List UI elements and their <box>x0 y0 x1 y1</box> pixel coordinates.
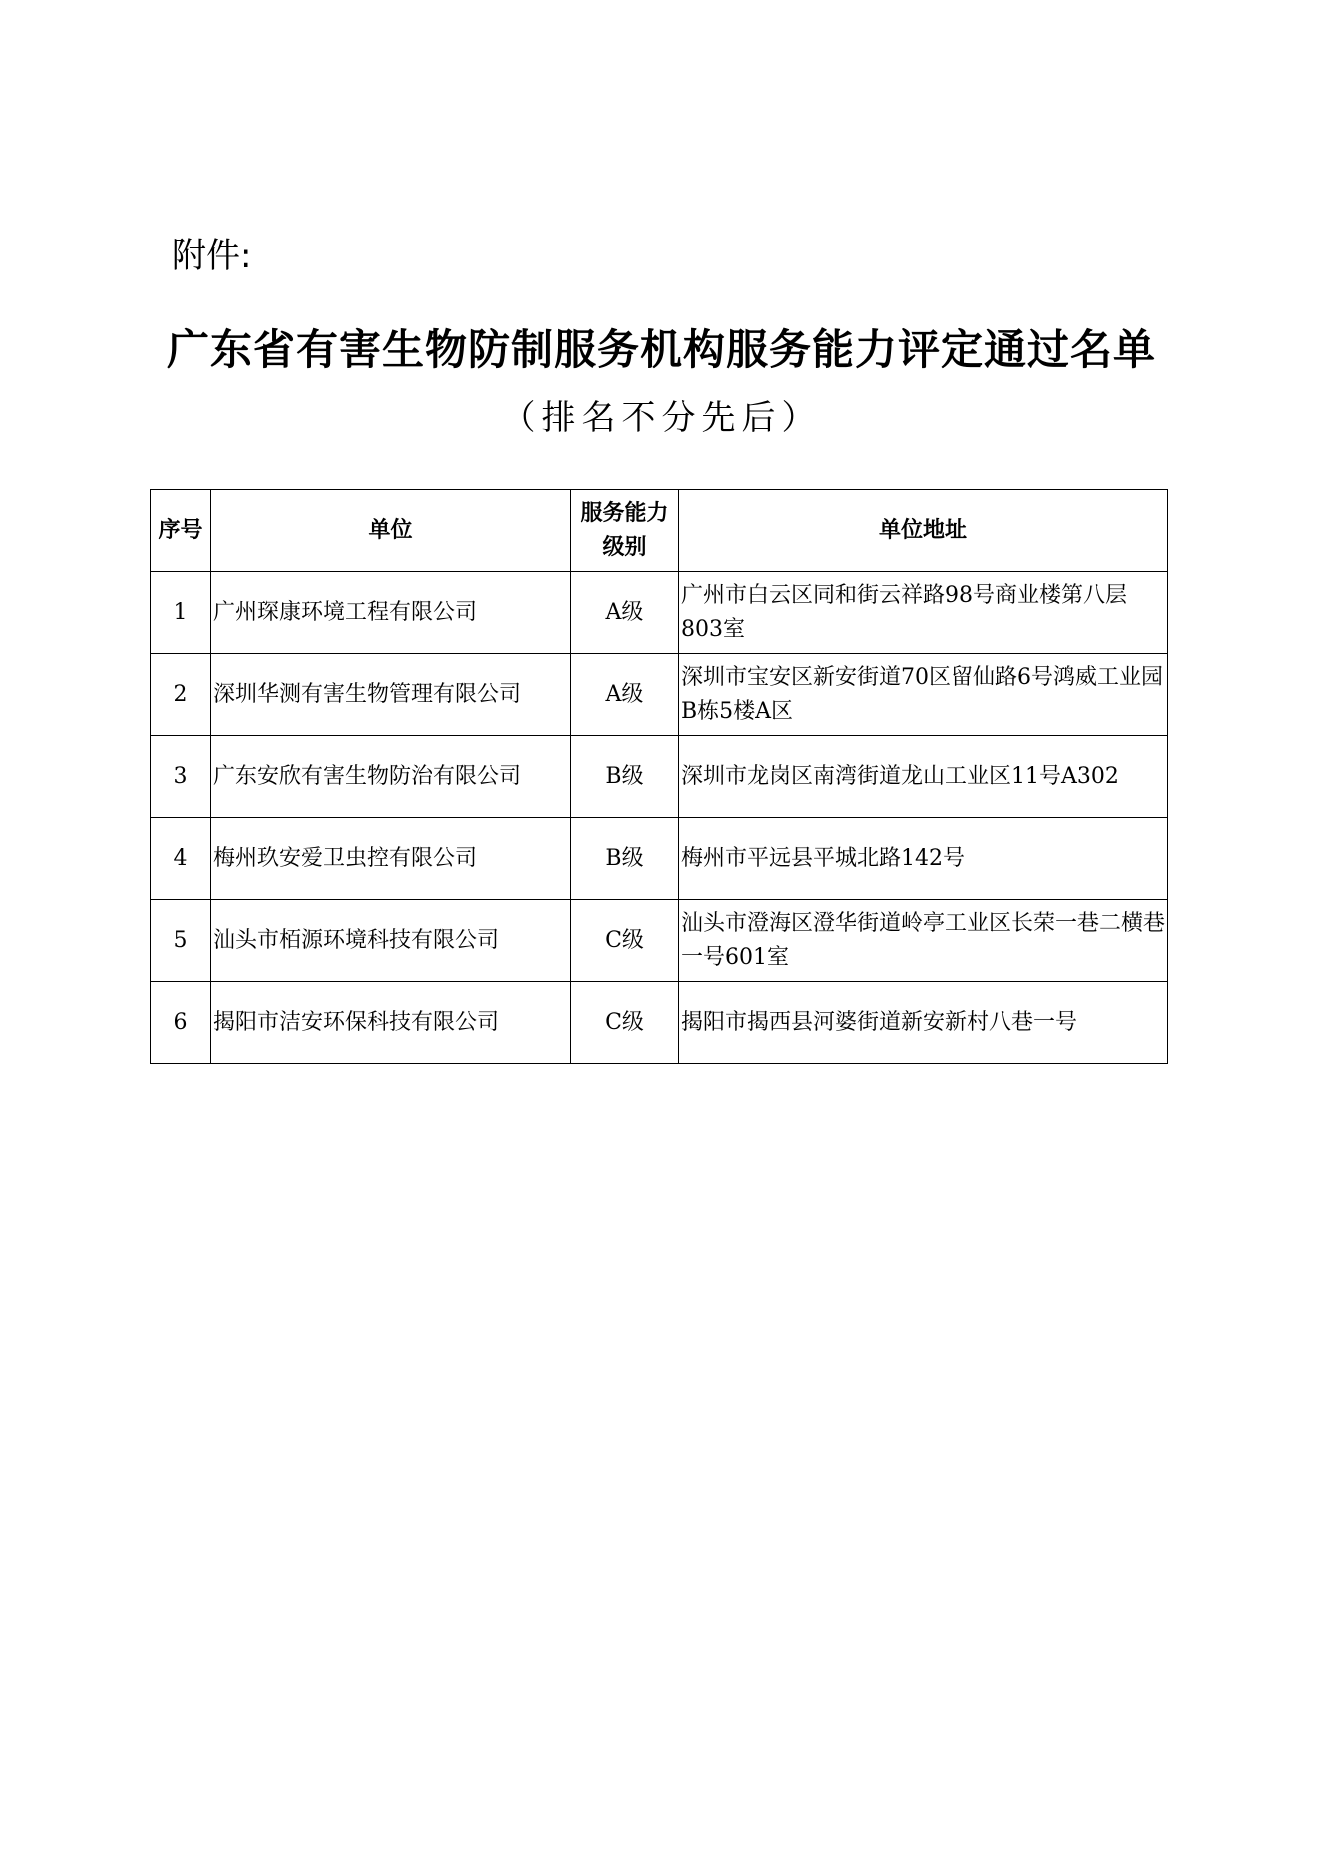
row-unit: 深圳华测有害生物管理有限公司 <box>211 654 571 736</box>
row-level: A级 <box>571 572 679 654</box>
row-unit: 广州琛康环境工程有限公司 <box>211 572 571 654</box>
institution-list-table <box>150 489 1168 1064</box>
row-unit: 广东安欣有害生物防治有限公司 <box>211 736 571 818</box>
header-no: 序号 <box>151 490 211 572</box>
row-address: 揭阳市揭西县河婆街道新安新村八巷一号 <box>679 982 1168 1064</box>
row-address: 深圳市宝安区新安街道70区留仙路6号鸿威工业园B栋5楼A区 <box>679 654 1168 736</box>
row-unit: 汕头市栢源环境科技有限公司 <box>211 900 571 982</box>
table-row <box>151 982 1168 1064</box>
row-address: 汕头市澄海区澄华街道岭亭工业区长荣一巷二横巷一号601室 <box>679 900 1168 982</box>
row-no: 5 <box>151 900 211 982</box>
row-no: 1 <box>151 572 211 654</box>
row-address: 广州市白云区同和街云祥路98号商业楼第八层803室 <box>679 572 1168 654</box>
table-row <box>151 818 1168 900</box>
row-level: C级 <box>571 982 679 1064</box>
row-level: C级 <box>571 900 679 982</box>
page-title: 广东省有害生物防制服务机构服务能力评定通过名单 <box>166 325 1156 374</box>
row-unit: 揭阳市洁安环保科技有限公司 <box>211 982 571 1064</box>
table-row <box>151 736 1168 818</box>
row-no: 6 <box>151 982 211 1064</box>
row-level: A级 <box>571 654 679 736</box>
row-no: 3 <box>151 736 211 818</box>
row-address: 梅州市平远县平城北路142号 <box>679 818 1168 900</box>
table-header-row <box>151 490 1168 572</box>
header-address: 单位地址 <box>679 490 1168 572</box>
row-no: 2 <box>151 654 211 736</box>
row-unit: 梅州玖安爱卫虫控有限公司 <box>211 818 571 900</box>
header-unit: 单位 <box>211 490 571 572</box>
row-level: B级 <box>571 736 679 818</box>
table-row <box>151 572 1168 654</box>
table-row <box>151 900 1168 982</box>
table-row <box>151 654 1168 736</box>
page-subtitle: （排名不分先后） <box>501 398 822 438</box>
row-no: 4 <box>151 818 211 900</box>
attachment-label: 附件: <box>172 236 252 276</box>
row-address: 深圳市龙岗区南湾街道龙山工业区11号A302 <box>679 736 1168 818</box>
header-level: 服务能力级别 <box>571 490 679 572</box>
row-level: B级 <box>571 818 679 900</box>
